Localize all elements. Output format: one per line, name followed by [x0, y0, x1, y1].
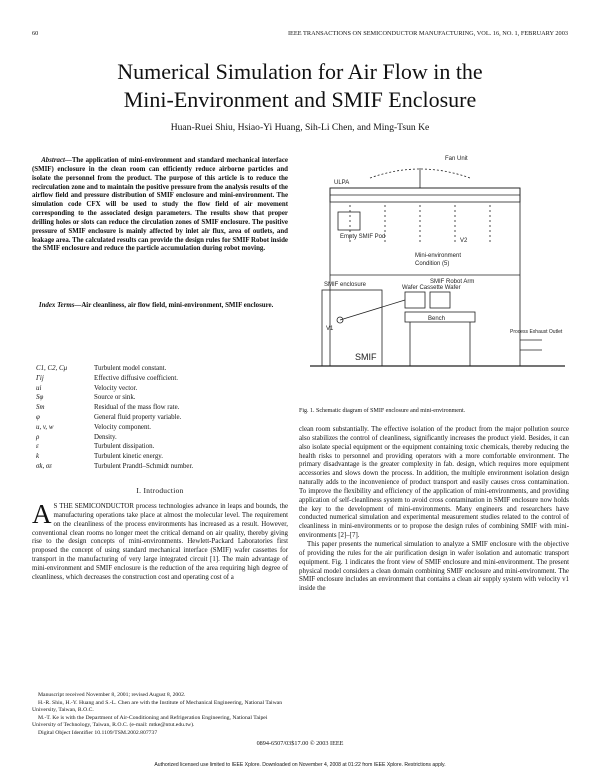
- nomenclature-description: Density.: [94, 433, 117, 441]
- nomenclature-row: [36, 374, 193, 384]
- nomenclature-description: Velocity vector.: [94, 384, 138, 392]
- label-ulpa: ULPA: [334, 180, 350, 186]
- footnote-doi: Digital Object Identifier 10.1109/TSM.2002.807737: [38, 729, 158, 736]
- nomenclature-description: Effective diffusive coefficient.: [94, 374, 178, 382]
- nomenclature-description: Turbulent dissipation.: [94, 443, 155, 451]
- nomenclature-list: [36, 364, 193, 472]
- nomenclature-symbol: ε: [36, 443, 39, 451]
- right-column-text: [299, 426, 569, 594]
- index-terms-text: Air cleanliness, air flow field, mini-environment, SMIF enclosure.: [81, 302, 274, 309]
- nomenclature-symbol: Sφ: [36, 394, 44, 402]
- title-line-2: Mini-Environment and SMIF Enclosure: [123, 87, 477, 112]
- figure-caption: Fig. 1. Schematic diagram of SMIF enclosure and mini-environment.: [299, 408, 466, 414]
- nomenclature-symbol: ui: [36, 384, 42, 392]
- footnote-affiliation-1: H.-R. Shiu, H.-Y. Huang and S.-L. Chen are with the Institute of Mechanical Engineering, National Taiwan University, Taiwan, R.O.C.: [32, 699, 283, 714]
- nomenclature-row: [36, 364, 193, 374]
- label-v2: V2: [460, 238, 468, 244]
- figure-1-schematic: [310, 150, 565, 398]
- label-empty-pod: Empty SMIF Pod: [340, 234, 386, 240]
- index-terms: [32, 302, 288, 311]
- label-robot-arm: SMIF Robot Arm: [430, 279, 475, 285]
- nomenclature-row: [36, 384, 193, 394]
- nomenclature-symbol: u, v, w: [36, 423, 54, 431]
- nomenclature-description: Residual of the mass flow rate.: [94, 404, 180, 412]
- nomenclature-symbol: φ: [36, 413, 40, 421]
- nomenclature-symbol: Γij: [36, 374, 44, 382]
- nomenclature-description: Turbulent Prandtl–Schmidt number.: [94, 462, 194, 470]
- nomenclature-row: [36, 462, 193, 472]
- nomenclature-row: [36, 393, 193, 403]
- issn-copyright: 0894-6507/03$17.00 © 2003 IEEE: [256, 740, 344, 747]
- nomenclature-description: General fluid property variable.: [94, 413, 182, 421]
- nomenclature-symbol: Sm: [36, 404, 45, 412]
- right-paragraph-1: clean room substantially. The effective isolation of the product from the major pollution source also stabilizes the control of cleanliness, significantly increases the product yield. Besides, it can also isolate special equipment or the equipment containing toxic chemicals, thereby reducing the health risks to personnel and providing operators with a more comfortable environment. The primary disadvantage is the greater complexity in fab. design, which requires more equipment accessories and slows down the process. In addition, the multiple environment isolation design naturally adds to the inconvenience of product transport and easily causes cross contamination. To improve the flexibility and efficiency of the application of mini-environments, and providing application of self-cleanliness system to avoid cross contamination in SMIF enclosure now holds the key to the development of mini-environments. Many engineers and researchers have conducted numerical simulation and experimental measurement studies related to the control of cleanliness in mini-environments or to propose the design rules of combining SMIF with mini-environments [2]–[7].: [299, 426, 569, 540]
- right-paragraph-2: This paper presents the numerical simulation to analyze a SMIF enclosure with the objective of providing the rules for the air purification design in wafer isolation and automatic transport equipment. Fig. 1 indicates the front view of SMIF enclosure and mini-environment. The present physical model considers a clean domain combining SMIF enclosure and mini-environment. The SMIF enclosure includes an environment that contains a clean air supply system with velocity v1 inside the: [299, 540, 569, 593]
- paper-title: [0, 58, 600, 114]
- nomenclature-row: [36, 442, 193, 452]
- nomenclature-symbol: ρ: [36, 433, 40, 441]
- running-header: IEEE TRANSACTIONS ON SEMICONDUCTOR MANUFACTURING, VOL. 16, NO. 1, FEBRUARY 2003: [287, 30, 568, 37]
- label-v1: V1: [326, 326, 334, 332]
- nomenclature-symbol: k: [36, 453, 40, 461]
- footnote-received: Manuscript received November 8, 2001; revised August 8, 2002.: [38, 692, 186, 698]
- nomenclature-description: Velocity component.: [94, 423, 152, 431]
- label-fan-unit: Fan Unit: [445, 156, 468, 162]
- abstract-label: Abstract—: [41, 157, 72, 164]
- footnote-affiliation-2: M.-T. Ke is with the Department of Air-Conditioning and Refrigeration Engineering, National Taipei University of Technology, Taiwan, R.O.C. (e-mail: mtke@ntut.edu.tw).: [32, 714, 268, 729]
- nomenclature-description: Turbulent model constant.: [94, 365, 167, 372]
- nomenclature-description: Turbulent kinetic energy.: [94, 453, 164, 461]
- abstract-text: The application of mini-environment and standard mechanical interface (SMIF) enclosure in the clean room can efficiently reduce airborne particles and isolate the personnel from the product. The purpose of this article is to reduce the recirculation zone and to maintain the positive pressure from the analysis results of the airflow field and pressure distribution of SMIF enclosure and mini-environment. The simulation code CFX will be used to study the flow field of air movement corresponding to the associated design parameters. The results show that proper drilling holes or slots can reduce the circulation zones of SMIF enclosure. The positive pressure of SMIF enclosure is mainly affected by inlet air flux, area of outlets, and leakage area. The calculated results can provide the design rules for SMIF Robot inside the SMIF enclosure and reduce the particle accumulation during robot moving.: [32, 157, 288, 253]
- license-notice: Authorized licensed use limited to IEEE Xplore. Downloaded on November 4, 2008 at 01:22 from IEEE Xplore. Restrictions apply.: [154, 762, 446, 768]
- intro-text: S THE SEMICONDUCTOR process technologies advance in leaps and bounds, the manufacturing operations take place at almost the molecular level. The requirement on the cleanliness of the process environments has increased as a result. However, conventional clean rooms no longer meet the critical demand on air quality, thereby giving rise to the design concepts of mini-environments. Hewlett-Packard Laboratories first proposed the concept of using standard mechanical interface (SMIF) wafer cassettes for transport in the manufacturing of very large integrated circuit [1]. The main advantage of mini-environment and SMIF enclosure is the reduction of the area requiring high degree of cleanliness, which decreases the construction cost and operating cost of a: [32, 503, 288, 581]
- footnotes: [32, 692, 288, 738]
- label-mini-env: Mini-environment: [415, 253, 462, 259]
- housing-outline: [330, 188, 520, 366]
- nomenclature-row: [36, 423, 193, 433]
- nomenclature-row: [36, 413, 193, 423]
- label-exhaust: Process Exhaust Outlet: [510, 329, 563, 335]
- introduction-paragraph: [32, 499, 288, 583]
- label-smif: SMIF: [355, 352, 377, 362]
- nomenclature-row: [36, 452, 193, 462]
- empty-pod: [338, 212, 360, 230]
- nomenclature-row: [36, 403, 193, 413]
- drop-cap: A: [32, 499, 52, 529]
- page-number: 60: [32, 30, 39, 37]
- nomenclature-symbol: C1, C2, Cμ: [36, 365, 68, 372]
- label-condition: Condition (5): [415, 261, 450, 267]
- nomenclature-description: Source or sink.: [94, 394, 136, 402]
- nomenclature-row: [36, 433, 193, 443]
- author-list: Huan-Ruei Shiu, Hsiao-Yi Huang, Sih-Li Chen, and Ming-Tsun Ke: [170, 122, 430, 133]
- label-wafer-cassette: Wafer Cassette Wafer: [402, 285, 461, 291]
- abstract: [32, 157, 288, 254]
- title-line-1: Numerical Simulation for Air Flow in the: [117, 59, 483, 84]
- nomenclature-symbol: σk, σε: [36, 462, 53, 470]
- section-heading: I. Introduction: [136, 486, 184, 495]
- index-terms-label: Index Terms—: [38, 302, 82, 309]
- label-smif-enclosure: SMIF enclosure: [324, 282, 367, 288]
- label-bench: Bench: [428, 316, 446, 322]
